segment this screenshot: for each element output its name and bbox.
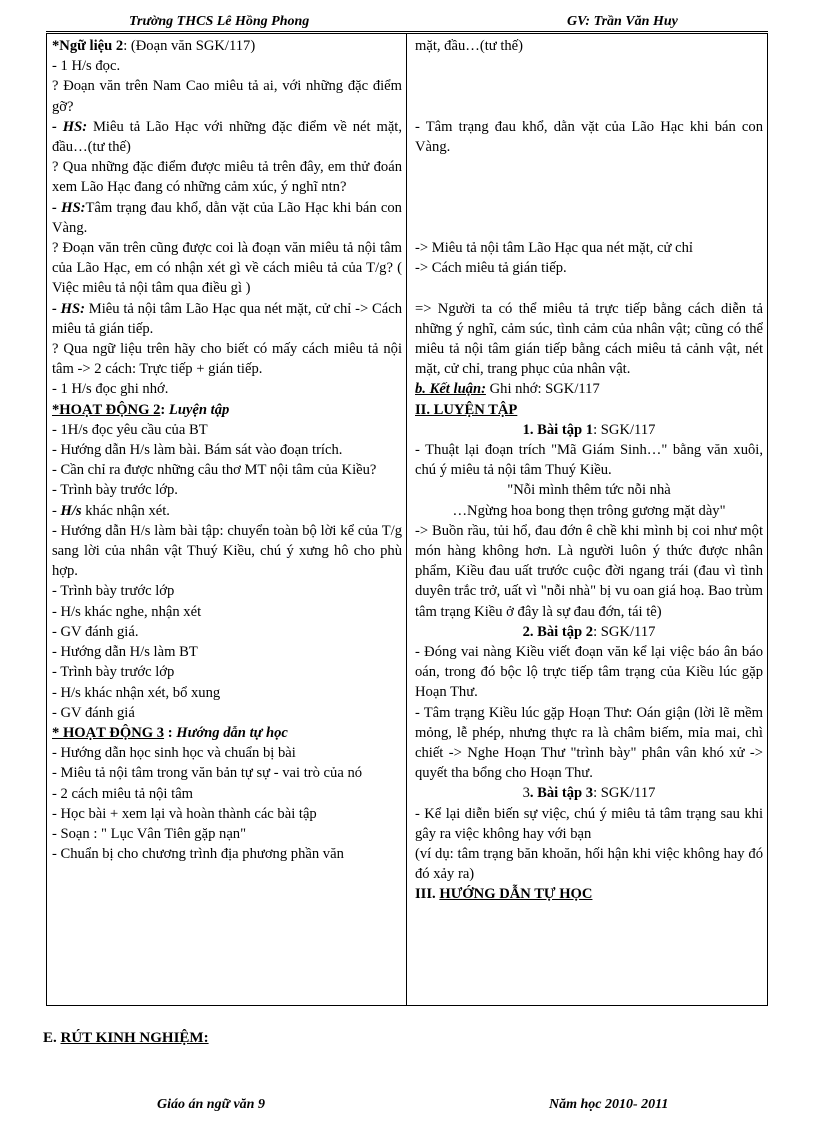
left-line: - Hướng dẫn học sinh học và chuẩn bị bài (52, 745, 296, 762)
right-line: - Tâm trạng Kiều lúc gặp Hoạn Thư: Oán giận (lời lẽ mềm mỏng, lễ phép, nhưng thực ra là châm biếm, mỉa mai, chì chiết -> Nghe Hoạn Thư "trình bày" phân vân khó xử -> quyết tha bổng cho Hoạn Thư. (415, 704, 763, 782)
left-line: - H/s khác nhận xét, bổ xung (52, 684, 221, 701)
left-line: - Soạn : " Lục Vân Tiên gặp nạn" (52, 825, 247, 842)
right-line: - Thuật lại đoạn trích "Mã Giám Sinh…" bằng văn xuôi, chú ý miêu tả nội tâm Thuý Kiều. (415, 441, 763, 479)
conclusion-line: b. Kết luận: Ghi nhớ: SGK/117 (415, 381, 600, 398)
left-line: - Học bài + xem lại và hoàn thành các bài tập (52, 805, 317, 822)
header-school: Trường THCS Lê Hồng Phong (129, 14, 310, 29)
poem-line: "Nỗi mình thêm tức nỗi nhà (507, 482, 671, 499)
right-line: - Tâm trạng đau khổ, dằn vặt của Lão Hạc khi bán con Vàng. (415, 118, 763, 155)
right-conclusion: => Người ta có thể miêu tả trực tiếp bằng cách diễn tả những ý nghĩ, cảm súc, tình cảm của nhân vật; cũng có thể miêu tả nội tâm gián tiếp bằng cách miêu tả cảnh vật, nét mặt, cử chỉ, trang phục của nhân vật. (415, 300, 763, 378)
left-line: - Hướng dẫn H/s làm bài. Bám sát vào đoạn trích. (52, 442, 343, 459)
left-question: ? Qua những đặc điểm được miêu tả trên đây, em thử đoán xem Lão Hạc đang có những cảm xúc, ý nghĩ ntn? (52, 159, 402, 196)
example-2-line: *Ngữ liệu 2: (Đoạn văn SGK/117) (52, 38, 256, 54)
left-line: - 1 H/s đọc. (52, 58, 121, 75)
header-rule (46, 31, 768, 32)
activity-3-heading: * HOẠT ĐỘNG 3 : Hướng dẫn tự học (52, 724, 288, 741)
right-line: -> Cách miêu tả gián tiếp. (415, 260, 567, 277)
left-line: - Trình bày trước lớp (52, 583, 175, 600)
content-column (407, 34, 767, 1005)
exercise-3-heading: 3. Bài tập 3: SGK/117 (522, 785, 656, 802)
header-teacher: GV: Trần Văn Huy (567, 14, 678, 29)
left-line: - H/s khác nghe, nhận xét (52, 603, 202, 620)
hs-answer: - HS:Tâm trạng đau khổ, dằn vặt của Lão Hạc khi bán con Vàng. (52, 199, 402, 236)
left-line: - Trình bày trước lớp (52, 664, 175, 681)
teacher-student-activities-column (47, 34, 407, 1005)
left-line: - Cần chỉ ra được những câu thơ MT nội tâm của Kiều? (52, 462, 377, 479)
poem-line: …Ngừng hoa bong thẹn trông gương mặt dày" (452, 502, 726, 519)
section-e-heading: E. RÚT KINH NGHIỆM: (43, 1030, 209, 1046)
right-line: mặt, đầu…(tư thế) (415, 38, 524, 54)
left-line: - Trình bày trước lớp. (52, 482, 178, 499)
left-line: - H/s khác nhận xét. (52, 502, 170, 519)
left-line: - Miêu tả nội tâm trong văn bản tự sự - vai trò của nó (52, 765, 363, 782)
exercise-2-heading: 2. Bài tập 2: SGK/117 (522, 623, 656, 640)
left-question: ? Đoạn văn trên Nam Cao miêu tả ai, với những đặc điểm gỡ? (52, 78, 402, 115)
left-question: ? Qua ngữ liệu trên hãy cho biết có mấy cách miêu tả nội tâm -> 2 cách: Trực tiếp + gián tiếp. (52, 341, 402, 378)
self-study-heading: III. HƯỚNG DẪN TỰ HỌC (415, 886, 593, 903)
lesson-table (46, 33, 768, 1006)
hs-answer: - HS: Miêu tả Lão Hạc với những đặc điểm về nét mặt, đầu…(tư thế) (52, 118, 402, 156)
right-line: - Đóng vai nàng Kiều viết đoạn văn kể lại việc báo ân báo oán, trong đó bộc lộ trực tiếp tâm trạng của Kiều lúc gặp Hoạn Thư. (415, 643, 763, 701)
left-line: - Hướng dẫn H/s làm BT (52, 644, 198, 661)
left-line: - GV đánh giá. (52, 623, 139, 640)
practice-heading: II. LUYỆN TẬP (415, 401, 518, 418)
footer-subject: Giáo án ngữ văn 9 (157, 1097, 265, 1112)
right-line: -> Buồn rầu, tủi hổ, đau đớn ê chề khi mình bị coi như một món hàng không hơn. Là người luôn ý thức được nhân phẩm, Kiều đau uất trước cuộc đời ngang trái (đau vì tình duyên trắc trở, uất vì "nỗi nhà" bị vu oan giá hoạ. Bao trùm tâm trạng Kiều ở đây là sự đau đớn, tái tê) (415, 522, 763, 620)
right-line: -> Miêu tả nội tâm Lão Hạc qua nét mặt, cử chỉ (415, 239, 693, 256)
left-line: - 1H/s đọc yêu cầu của BT (52, 421, 208, 438)
exercise-1-heading: 1. Bài tập 1: SGK/117 (522, 421, 656, 438)
left-line: - Chuẩn bị cho chương trình địa phương phần văn (52, 846, 344, 863)
hs-answer: - HS: Miêu tả nội tâm Lão Hạc qua nét mặt, cử chỉ -> Cách miêu tả gián tiếp. (52, 300, 402, 337)
left-line: - 2 cách miêu tả nội tâm (52, 785, 194, 802)
right-line: (ví dụ: tâm trạng băn khoăn, hối hận khi việc không hay đó đó xảy ra) (415, 846, 763, 883)
left-line: - Hướng dẫn H/s làm bài tập: chuyển toàn bộ lời kể của T/g sang lời của nhân vật Thuý Kiều, chú ý xưng hô cho phù hợp. (52, 522, 402, 580)
left-line: - GV đánh giá (52, 704, 135, 721)
activity-2-heading: *HOẠT ĐỘNG 2: Luyện tập (52, 401, 230, 418)
footer-school-year: Năm học 2010- 2011 (549, 1097, 669, 1112)
left-line: - 1 H/s đọc ghi nhớ. (52, 381, 169, 398)
right-line: - Kể lại diễn biến sự việc, chú ý miêu tả tâm trạng sau khi gây ra việc không hay với bạn (415, 805, 763, 842)
left-question: ? Đoạn văn trên cũng được coi là đoạn văn miêu tả nội tâm của Lão Hạc, em có nhận xét gì về cách miêu tả của T/g? ( Việc miêu tả nội tâm qua điều gì ) (52, 240, 402, 297)
